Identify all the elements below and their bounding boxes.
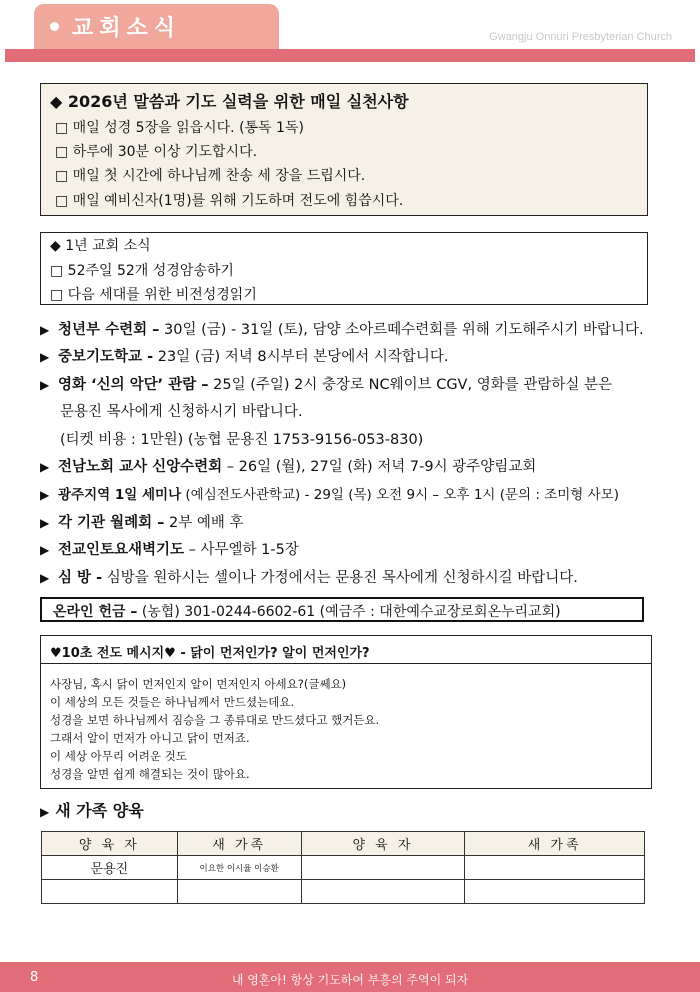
news-item: ▶ 각 기관 월례회 – 2부 예배 후 xyxy=(40,515,244,531)
news-item: ▶ 심 방 - 심방을 원하시는 셀이나 가정에서는 문용진 목사에게 신청하시길 바랍니다. xyxy=(40,570,578,586)
news-continuation: 문용진 목사에게 신청하시기 바랍니다. xyxy=(60,404,303,420)
column-header: 양 육 자 xyxy=(42,832,178,856)
arrow-icon: ▶ xyxy=(40,805,50,819)
arrow-icon: ▶ xyxy=(40,516,50,530)
bullet-icon xyxy=(50,22,59,31)
section-title: 교회소식 xyxy=(72,16,182,41)
evangelism-message-box xyxy=(40,635,652,789)
message-title: ♥10초 전도 메시지♥ - 닭이 먼저인가? 알이 먼저인가? xyxy=(41,636,651,664)
news-item: ▶ 중보기도학교 - 23일 (금) 저녁 8시부터 본당에서 시작합니다. xyxy=(40,349,449,365)
table-cell: 문용진 xyxy=(42,856,178,880)
offering-account: (농협) 301-0244-6602-61 (예금주 : 대한예수교장로회온누리교회) xyxy=(137,604,561,620)
column-header: 양 육 자 xyxy=(301,832,465,856)
message-line: 사장님, 혹시 닭이 먼저인지 알이 먼저인지 아세요?(글쎄요) xyxy=(50,677,347,691)
arrow-icon: ▶ xyxy=(40,488,50,502)
header-bar xyxy=(5,49,695,62)
news-item: ▶ 광주지역 1일 세미나 (예심전도사관학교) - 29일 (목) 오전 9시 – 오후 1시 (문의 : 조미형 사모) xyxy=(40,487,619,503)
footer-bar xyxy=(0,962,700,992)
practice-item: □ 매일 첫 시간에 하나님께 찬송 세 장을 드립시다. xyxy=(55,168,366,184)
table-cell xyxy=(177,880,301,904)
arrow-icon: ▶ xyxy=(40,323,50,337)
table-cell: 이요한 이시율 이승환 xyxy=(177,856,301,880)
new-family-heading: ▶ 새 가족 양육 xyxy=(40,801,144,820)
offering-label: 온라인 헌금 – xyxy=(53,604,138,620)
online-offering-box xyxy=(40,597,644,622)
message-line: 이 세상의 모든 것들은 하나님께서 만드셨는데요. xyxy=(50,695,295,709)
practice-title: ◆ 2026년 말씀과 기도 실력을 위한 매일 실천사항 xyxy=(50,92,409,111)
table-header-row xyxy=(42,832,645,856)
practice-item: □ 매일 성경 5장을 읽읍시다. (통독 1독) xyxy=(55,120,304,136)
message-line: 성경을 보면 하나님께서 짐승을 그 종류대로 만드셨다고 했거든요. xyxy=(50,713,380,727)
yearly-title: ◆ 1년 교회 소식 xyxy=(50,238,151,254)
table-cell xyxy=(301,880,465,904)
news-item: ▶ 전교인토요새벽기도 – 사무엘하 1-5장 xyxy=(40,542,299,558)
news-item: ▶ 영화 ‘신의 악단’ 관람 – 25일 (주일) 2시 충장로 NC웨이브 CGV, 영화를 관람하실 분은 xyxy=(40,377,612,393)
page-number: 8 xyxy=(30,970,39,985)
message-line: 성경을 알면 쉽게 해결되는 것이 많아요. xyxy=(50,767,250,781)
table-cell xyxy=(42,880,178,904)
church-name: Gwangju Onnuri Presbyterian Church xyxy=(489,31,672,43)
column-header: 새 가족 xyxy=(465,832,645,856)
table-cell xyxy=(465,856,645,880)
daily-practice-box xyxy=(40,83,648,216)
yearly-news-box xyxy=(40,232,648,305)
table-cell xyxy=(465,880,645,904)
column-header: 새 가족 xyxy=(177,832,301,856)
practice-item: □ 하루에 30분 이상 기도합시다. xyxy=(55,144,258,160)
table-cell xyxy=(301,856,465,880)
practice-item: □ 매일 예비신자(1명)를 위해 기도하며 전도에 힘씁시다. xyxy=(55,193,404,209)
arrow-icon: ▶ xyxy=(40,350,50,364)
news-continuation: (티켓 비용 : 1만원) (농협 문용진 1753-9156-053-830) xyxy=(60,432,424,448)
yearly-item: □ 52주일 52개 성경암송하기 xyxy=(50,263,234,279)
arrow-icon: ▶ xyxy=(40,460,50,474)
new-family-table xyxy=(41,831,645,904)
table-row xyxy=(42,880,645,904)
message-line: 이 세상 아무리 어려운 것도 xyxy=(50,749,187,763)
news-item: ▶ 전남노회 교사 신앙수련회 – 26일 (월), 27일 (화) 저녁 7-9시 광주양림교회 xyxy=(40,459,537,475)
arrow-icon: ▶ xyxy=(40,378,50,392)
arrow-icon: ▶ xyxy=(40,543,50,557)
message-line: 그래서 알이 먼저가 아니고 닭이 먼저죠. xyxy=(50,731,250,745)
arrow-icon: ▶ xyxy=(40,571,50,585)
footer-motto: 내 영혼아! 항상 기도하여 부흥의 주역이 되자 xyxy=(231,973,469,987)
table-row xyxy=(42,856,645,880)
yearly-item: □ 다음 세대를 위한 비전성경읽기 xyxy=(50,287,257,303)
news-item: ▶ 청년부 수련회 – 30일 (금) - 31일 (토), 담양 소아르떼수련회를 위해 기도해주시기 바랍니다. xyxy=(40,322,644,338)
